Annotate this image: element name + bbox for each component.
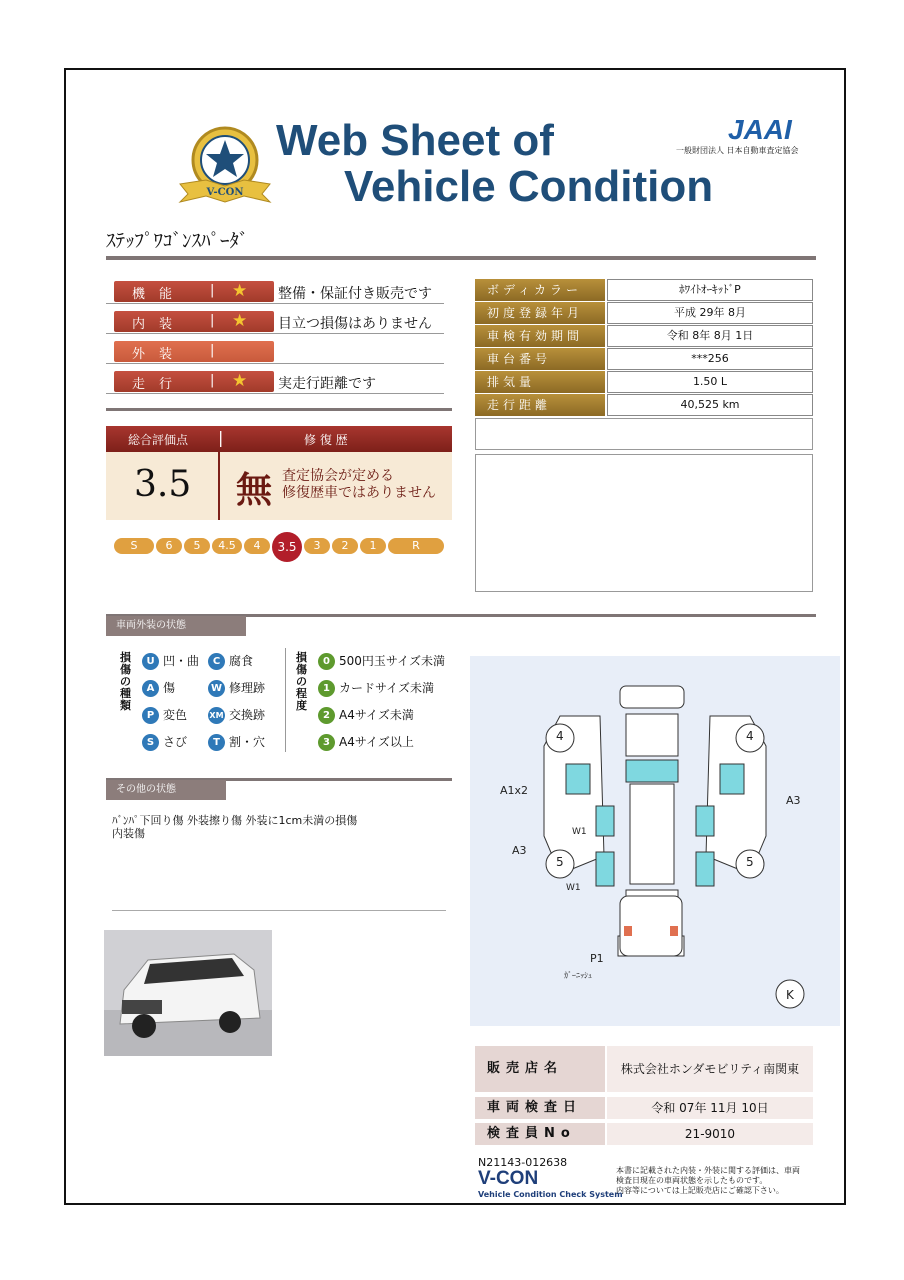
title-line2: Vehicle Condition [344, 162, 714, 211]
code-badge: A [142, 680, 159, 697]
code-badge: 2 [318, 707, 335, 724]
page-title [276, 118, 713, 210]
svg-text:5: 5 [746, 855, 754, 869]
svg-text:4: 4 [556, 729, 564, 743]
grade: 3 [304, 538, 330, 554]
grade: 4 [244, 538, 270, 554]
code-badge: 0 [318, 653, 335, 670]
svg-text:4: 4 [746, 729, 754, 743]
dealer-row: 販売店名 株式会社ホンダモビリティ南関東 [475, 1046, 813, 1092]
eval-label-text: 走行 [132, 377, 187, 392]
title-line1: Web Sheet of [276, 116, 554, 165]
grade: 5 [184, 538, 210, 554]
dealer-row: 検査員No 21-9010 [475, 1123, 813, 1145]
grade: 4.5 [212, 538, 242, 554]
vehicle-name: ｽﾃｯﾌﾟﾜｺﾞﾝｽﾊﾟｰﾀﾞ [106, 230, 249, 252]
other-conditions: ﾊﾞﾝﾊﾟ下回り傷 外装擦り傷 外装に1cm未満の損傷 内装傷 [112, 814, 358, 840]
footer-note: 本書に記載された内装・外装に関する評価は、車両 検査日現在の車両状態を示したものです。 内容等については上記販売店にご確認下さい。 [616, 1166, 800, 1195]
eval-label: 内装 | ★ [114, 311, 274, 332]
code-badge: C [208, 653, 225, 670]
divider [106, 408, 452, 411]
eval-text: 実走行距離です [278, 376, 376, 392]
divider [106, 256, 816, 260]
grade-scale [114, 536, 444, 556]
document-code: N21143-012638 [478, 1156, 568, 1169]
code-badge: 1 [318, 680, 335, 697]
svg-text:A1x2: A1x2 [500, 784, 529, 797]
svg-text:A3: A3 [512, 844, 527, 857]
svg-text:A3: A3 [786, 794, 801, 807]
eval-label: 外装 | [114, 341, 274, 362]
eval-row [106, 340, 444, 364]
svg-text:W1: W1 [566, 883, 581, 893]
eval-row [106, 310, 444, 334]
code-badge: W [208, 680, 225, 697]
damage-type-label: 損傷の種類 [120, 651, 131, 712]
star-icon: ★ [232, 281, 248, 301]
eval-label-text: 内装 [132, 317, 187, 332]
eval-label: 走行 | ★ [114, 371, 274, 392]
grade: S [114, 538, 154, 554]
eval-row [106, 370, 444, 394]
svg-text:V-CON: V-CON [206, 187, 244, 198]
star-icon: ★ [232, 311, 248, 331]
eval-row [106, 280, 444, 304]
svg-text:5: 5 [556, 855, 564, 869]
svg-text:K: K [786, 988, 794, 1002]
grade: 6 [156, 538, 182, 554]
score-body [106, 452, 452, 520]
vehicle-damage-diagram [470, 656, 840, 1026]
spec-row: ボディカラー ﾎﾜｲﾄｵｰｷｯﾄﾞP [475, 279, 813, 301]
code-badge: T [208, 734, 225, 751]
dealer-row: 車両検査日 令和 07年 11月 10日 [475, 1097, 813, 1119]
grade: 1 [360, 538, 386, 554]
jaai-logo: JAAI [728, 114, 792, 145]
svg-text:P1: P1 [590, 952, 604, 965]
overall-score: 3.5 [134, 464, 192, 505]
vcon-brand: V-CON [478, 1168, 539, 1189]
eval-label-text: 機能 [132, 287, 187, 302]
svg-text:W1: W1 [572, 827, 587, 837]
spec-row: 車台番号 ***256 [475, 348, 813, 370]
code-badge: U [142, 653, 159, 670]
spec-row: 走行距離 40,525 km [475, 394, 813, 416]
spec-row: 排気量 1.50 L [475, 371, 813, 393]
star-icon: ★ [232, 371, 248, 391]
grade-selected: 3.5 [272, 532, 302, 562]
jaai-subtitle: 一般財団法人 日本自動車査定協会 [676, 146, 799, 155]
svg-text:ｶﾞｰﾆｯｼｭ: ｶﾞｰﾆｯｼｭ [564, 971, 592, 980]
code-badge: 3 [318, 734, 335, 751]
damage-degree-label: 損傷の程度 [296, 651, 307, 712]
section-header-other: その他の状態 [106, 780, 226, 800]
repair-status: 無 [236, 469, 273, 511]
eval-label-text: 外装 [132, 347, 187, 362]
grade: 2 [332, 538, 358, 554]
eval-text: 目立つ損傷はありません [278, 316, 432, 332]
score-header: 総合評価点 | 修 復 歴 [106, 426, 452, 452]
code-badge: XM [208, 707, 225, 724]
spec-row: 車検有効期間 令和 8年 8月 1日 [475, 325, 813, 347]
spec-note-box [475, 454, 813, 592]
spec-row: 初度登録年月 平成 29年 8月 [475, 302, 813, 324]
vcon-seal-icon [176, 124, 274, 206]
spec-note-box [475, 418, 813, 450]
code-badge: S [142, 734, 159, 751]
section-header-exterior: 車両外装の状態 [106, 616, 246, 636]
code-badge: P [142, 707, 159, 724]
vehicle-photo [104, 930, 272, 1056]
vcon-subtitle: Vehicle Condition Check System [478, 1190, 623, 1199]
eval-text: 整備・保証付き販売です [278, 286, 432, 302]
eval-label: 機能 | ★ [114, 281, 274, 302]
grade: R [388, 538, 444, 554]
repair-description: 査定協会が定める 修復歴車ではありません [282, 468, 436, 501]
